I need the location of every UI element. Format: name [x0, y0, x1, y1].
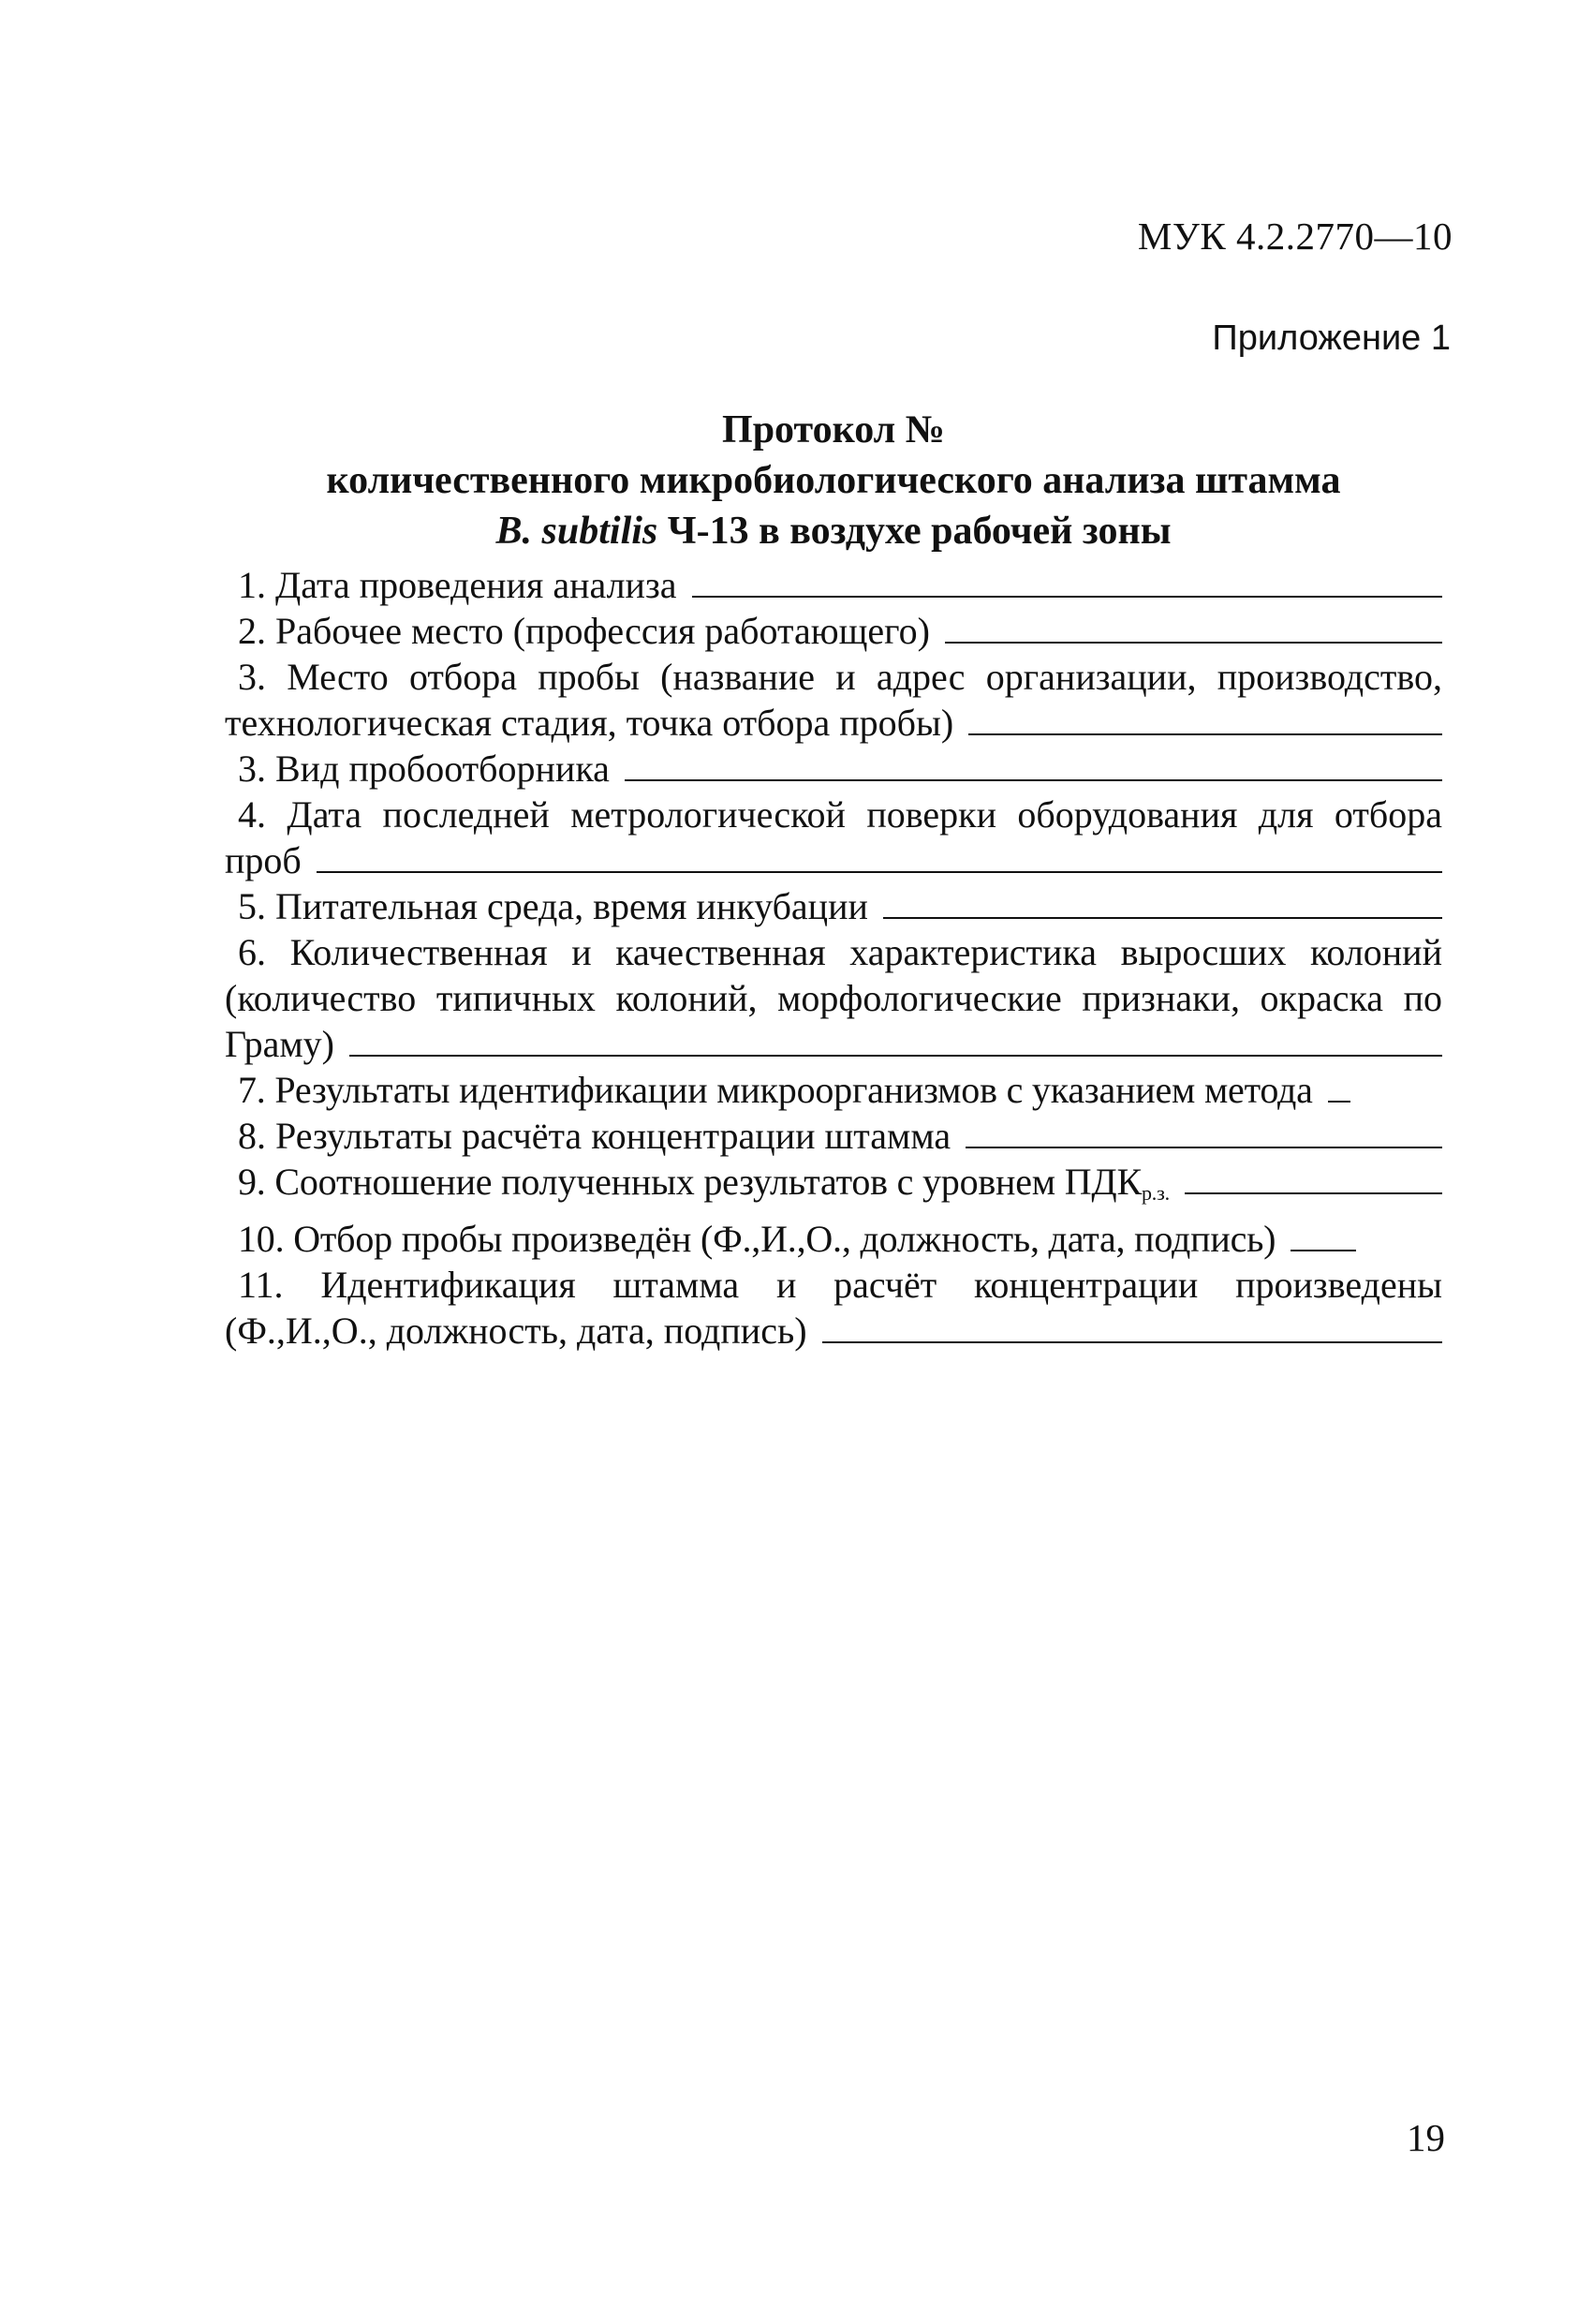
form-item-3b-field[interactable] — [625, 751, 1442, 781]
form-item-8-field[interactable] — [966, 1118, 1442, 1148]
form-item-5-label: 5. Питательная среда, время инкубации — [238, 885, 868, 927]
protocol-title — [225, 405, 1442, 556]
form-item-7 — [225, 1067, 1442, 1113]
form-item-1-field[interactable] — [692, 568, 1442, 598]
form-item-3a-label-line-1: 3. Место отбора пробы (название и адрес организации, производство, — [238, 656, 1442, 698]
form-item-9-label — [238, 1159, 1170, 1216]
form-item-4-label-line-2: проб — [225, 839, 302, 881]
form-item-11-label-line-1: 11. Идентификация штамма и расчёт концентрации произведены — [238, 1264, 1442, 1306]
form-item-6-label-line-1: 6. Количественная и качественная характеристика выросших колоний — [238, 931, 1442, 973]
form-item-5 — [225, 883, 1442, 929]
form-item-7-label: 7. Результаты идентификации микроорганизмов с указанием метода — [238, 1069, 1313, 1111]
form-item-2-field[interactable] — [945, 614, 1442, 644]
title-line-3-rest: Ч-13 в воздухе рабочей зоны — [657, 510, 1172, 553]
form-item-4-field[interactable] — [317, 843, 1442, 873]
form-item-4-label-line-1: 4. Дата последней метрологической поверки оборудования для отбора — [238, 793, 1442, 836]
form-item-3a-label-line-2: технологическая стадия, точка отбора пробы) — [225, 702, 954, 744]
form-item-2 — [225, 608, 1442, 654]
form-item-6-label-line-2: (количество типичных колоний, морфологические признаки, окраска по — [225, 977, 1442, 1019]
form-item-5-field[interactable] — [883, 889, 1442, 919]
form-item-4-line-2 — [225, 837, 1442, 883]
form-item-6-line-3 — [225, 1021, 1442, 1067]
form-item-3a — [225, 654, 1442, 746]
form-item-11-label-line-2: (Ф.,И.,О., должность, дата, подпись) — [225, 1310, 807, 1352]
form-item-3a-line-2 — [225, 700, 1442, 746]
pdk-subscript: р.з. — [1141, 1181, 1170, 1205]
form-item-10-label: 10. Отбор пробы произведён (Ф.,И.,О., должность, дата, подпись) — [238, 1218, 1276, 1260]
form-item-6-label-line-3: Граму) — [225, 1023, 334, 1065]
document-code: МУК 4.2.2770—10 — [1137, 215, 1453, 258]
form-item-11-field[interactable] — [822, 1313, 1442, 1343]
title-line-1: Протокол № — [722, 408, 945, 451]
appendix-label: Приложение 1 — [1212, 318, 1451, 358]
form-item-11 — [225, 1262, 1442, 1354]
form-item-1-label: 1. Дата проведения анализа — [238, 564, 677, 606]
form-item-1 — [225, 562, 1442, 608]
form-item-3a-field[interactable] — [968, 705, 1442, 735]
protocol-form — [225, 562, 1442, 1354]
form-item-9-field[interactable] — [1185, 1164, 1442, 1194]
form-item-3b-label: 3. Вид пробоотборника — [238, 748, 610, 790]
form-item-6 — [225, 929, 1442, 1067]
form-item-7-field[interactable] — [1328, 1073, 1350, 1103]
form-item-10-field[interactable] — [1291, 1221, 1356, 1251]
form-item-6-field[interactable] — [349, 1027, 1442, 1057]
form-item-4 — [225, 792, 1442, 883]
form-item-9-text: 9. Соотношение полученных результатов с уровнем ПДК — [238, 1161, 1142, 1203]
form-item-10 — [225, 1216, 1442, 1262]
form-item-11-line-2 — [225, 1308, 1442, 1354]
form-item-8-label: 8. Результаты расчёта концентрации штамма — [238, 1115, 951, 1157]
title-line-3 — [225, 506, 1442, 556]
form-item-2-label: 2. Рабочее место (профессия работающего) — [238, 610, 930, 652]
species-name: B. subtilis — [495, 510, 658, 553]
form-item-8 — [225, 1113, 1442, 1159]
form-item-9 — [225, 1159, 1442, 1216]
title-line-2: количественного микробиологического анализа штамма — [326, 459, 1341, 502]
form-item-3b — [225, 746, 1442, 792]
page-number: 19 — [1407, 2116, 1445, 2159]
